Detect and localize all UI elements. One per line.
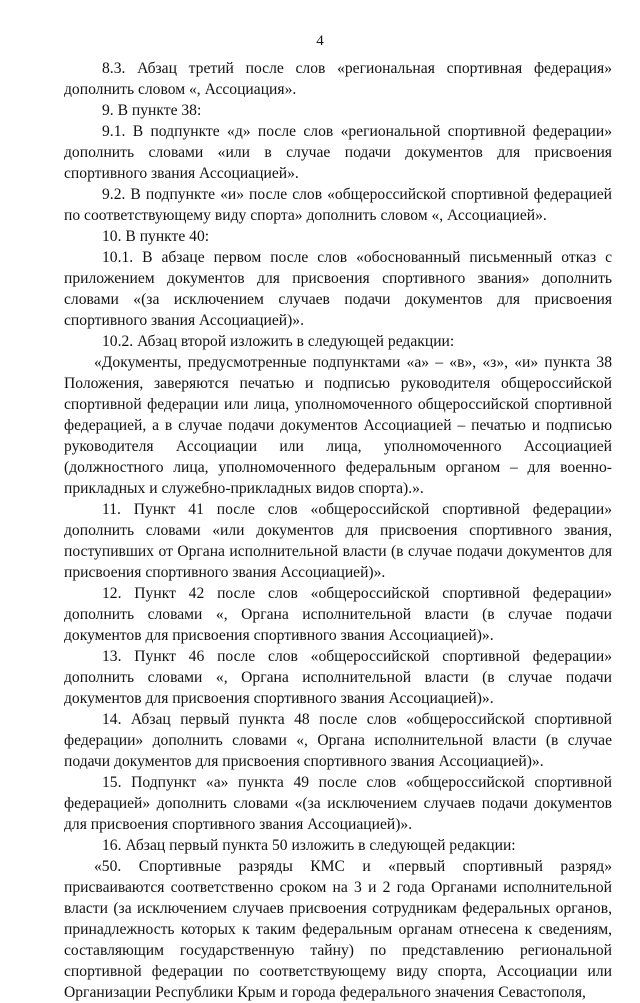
paragraph-10-1: 10.1. В абзаце первом после слов «обоснованный письменный отказ с приложением документов для присвоения спортивного звания» дополнить словами «(за исключением случаев подачи документов для присвоения спортивного звания Ассоциацией)». [64, 249, 612, 329]
paragraph-11: 11. Пункт 41 после слов «общероссийской спортивной федерации» дополнить словами «или документов для присвоения спортивного звания, поступивших от Органа исполнительной власти (в случае подачи документов для присвоения спортивного звания Ассоциацией)». [64, 501, 612, 581]
paragraph-10-2: 10.2. Абзац второй изложить в следующей редакции: [102, 333, 455, 350]
paragraph-quoted-documents: «Документы, предусмотренные подпунктами «а» – «в», «з», «и» пункта 38 Положения, заверяются печатью и подписью руководителя общероссийской спортивной федерации или лица, уполномоченного общероссийской спортивной федерацией, а в случае подачи документов Ассоциацией – печатью и подписью руководителя Ассоциации или лица, уполномоченного Ассоциацией (должностного лица, уполномоченного федеральным органом – для военно-прикладных и служебно-прикладных видов спорта).». [64, 354, 612, 497]
paragraph-16: 16. Абзац первый пункта 50 изложить в следующей редакции: [102, 837, 516, 854]
paragraph-9-1: 9.1. В подпункте «д» после слов «региональной спортивной федерации» дополнить словами «или в случае подачи документов для присвоения спортивного звания Ассоциацией». [64, 123, 612, 182]
paragraph-10: 10. В пункте 40: [102, 228, 210, 245]
paragraph-8-3: 8.3. Абзац третий после слов «региональная спортивная федерация» дополнить словом «, Ассоциация». [64, 60, 612, 98]
paragraph-15: 15. Подпункт «а» пункта 49 после слов «общероссийской спортивной федерацией» дополнить словами «(за исключением случаев подачи документов для присвоения спортивного звания Ассоциацией)». [64, 774, 612, 833]
paragraph-9: 9. В пункте 38: [102, 102, 202, 119]
paragraph-9-2: 9.2. В подпункте «и» после слов «общероссийской спортивной федерацией по соответствующему виду спорта» дополнить словом «, Ассоциацией». [64, 186, 612, 224]
page-number: 4 [316, 33, 324, 49]
document-body [64, 58, 612, 1003]
paragraph-14: 14. Абзац первый пункта 48 после слов «общероссийской спортивной федерации» дополнить словами «, Органа исполнительной власти (в случае подачи документов для присвоения спортивного звания Ассоциацией)». [64, 711, 612, 770]
paragraph-12: 12. Пункт 42 после слов «общероссийской спортивной федерации» дополнить словами «, Органа исполнительной власти (в случае подачи документов для присвоения спортивного звания Ассоциацией)». [64, 585, 612, 644]
paragraph-quoted-50: «50. Спортивные разряды КМС и «первый спортивный разряд» присваиваются соответственно сроком на 3 и 2 года Органами исполнительной власти (за исключением случаев присвоения сотрудникам федеральных органов, принадлежность которых к таким федеральным органам отнесена к сведениям, составляющим государственную тайну) по представлению региональной спортивной федерации по соответствующему виду спорта, Ассоциации или Организации Республики Крым и города федерального значения Севастополя, [64, 858, 612, 1001]
paragraph-13: 13. Пункт 46 после слов «общероссийской спортивной федерации» дополнить словами «, Органа исполнительной власти (в случае подачи документов для присвоения спортивного звания Ассоциацией)». [64, 648, 612, 707]
